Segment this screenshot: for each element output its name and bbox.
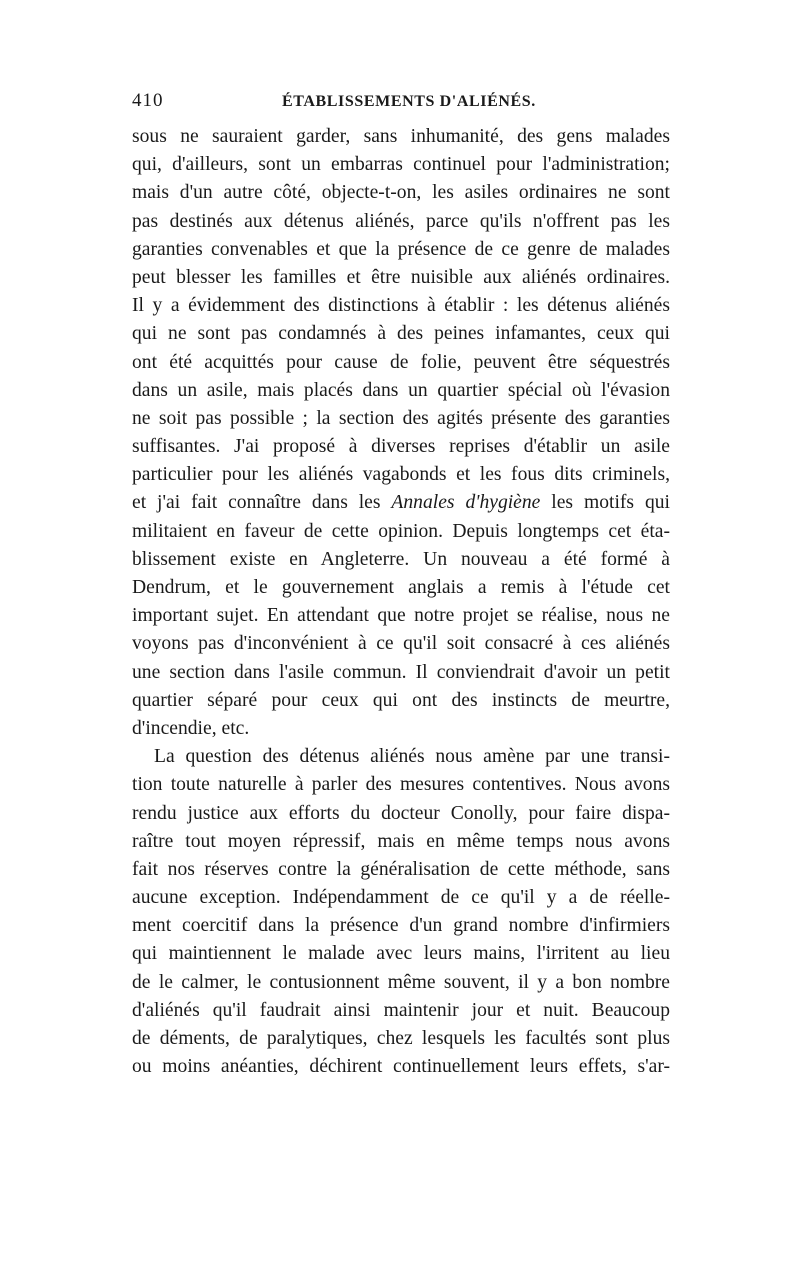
text-line: aucune exception. Indépendamment de ce qu'il y a de réelle-	[132, 887, 670, 909]
text-line: La question des détenus aliénés nous amène par une transi-	[154, 746, 670, 768]
text-segment: les motifs qui	[540, 492, 670, 514]
text-line: qui ne sont pas condamnés à des peines infamantes, ceux qui	[132, 323, 670, 345]
text-line: fait nos réserves contre la généralisation de cette méthode, sans	[132, 858, 670, 880]
text-line: une section dans l'asile commun. Il conviendrait d'avoir un petit	[132, 661, 670, 683]
text-line: mais d'un autre côté, objecte-t-on, les asiles ordinaires ne sont	[132, 182, 670, 204]
text-segment: et j'ai fait connaître dans les	[132, 492, 392, 514]
text-line: dans un asile, mais placés dans un quartier spécial où l'évasion	[132, 379, 670, 401]
text-line: ou moins anéanties, déchirent continuellement leurs effets, s'ar-	[132, 1056, 670, 1078]
text-line: tion toute naturelle à parler des mesures contentives. Nous avons	[132, 774, 670, 796]
text-line: quartier séparé pour ceux qui ont des instincts de meurtre,	[132, 689, 670, 711]
text-line: qui maintiennent le malade avec leurs mains, l'irritent au lieu	[132, 943, 670, 965]
text-line: rendu justice aux efforts du docteur Conolly, pour faire dispa-	[132, 802, 670, 824]
text-line: voyons pas d'inconvénient à ce qu'il soit consacré à ces aliénés	[132, 633, 670, 655]
text-line: particulier pour les aliénés vagabonds et les fous dits criminels,	[132, 464, 670, 486]
text-line: suffisantes. J'ai proposé à diverses reprises d'établir un asile	[132, 436, 670, 458]
page-number: 410	[132, 90, 164, 111]
text-line: d'incendie, etc.	[132, 717, 250, 739]
text-line: ment coercitif dans la présence d'un grand nombre d'infirmiers	[132, 915, 670, 937]
text-line: Il y a évidemment des distinctions à établir : les détenus aliénés	[132, 295, 670, 317]
text-line: raître tout moyen répressif, mais en même temps nous avons	[132, 830, 670, 852]
text-line: important sujet. En attendant que notre projet se réalise, nous ne	[132, 605, 670, 627]
text-line: peut blesser les familles et être nuisible aux aliénés ordinaires.	[132, 266, 670, 288]
page-header	[132, 90, 672, 114]
running-title: ÉTABLISSEMENTS D'ALIÉNÉS.	[282, 93, 536, 110]
body-text	[132, 123, 670, 1081]
text-line: ne soit pas possible ; la section des agités présente des garanties	[132, 407, 670, 429]
text-line: militaient en faveur de cette opinion. Depuis longtemps cet éta-	[132, 520, 670, 542]
text-line: sous ne sauraient garder, sans inhumanité, des gens malades	[132, 126, 670, 147]
text-line: Dendrum, et le gouvernement anglais a remis à l'étude cet	[132, 577, 670, 598]
text-line: blissement existe en Angleterre. Un nouveau a été formé à	[132, 548, 670, 570]
text-line: de le calmer, le contusionnent même souvent, il y a bon nombre	[132, 971, 670, 993]
text-line: de déments, de paralytiques, chez lesquels les facultés sont plus	[132, 1028, 670, 1049]
text-line: qui, d'ailleurs, sont un embarras continuel pour l'administration;	[132, 154, 670, 176]
text-line: garanties convenables et que la présence de ce genre de malades	[132, 238, 670, 260]
text-line: d'aliénés qu'il faudrait ainsi maintenir jour et nuit. Beaucoup	[132, 999, 670, 1021]
text-line-with-citation	[132, 489, 670, 517]
text-line: ont été acquittés pour cause de folie, peuvent être séquestrés	[132, 351, 670, 373]
text-line: pas destinés aux détenus aliénés, parce qu'ils n'offrent pas les	[132, 210, 670, 232]
journal-title: Annales d'hygiène	[391, 492, 541, 514]
